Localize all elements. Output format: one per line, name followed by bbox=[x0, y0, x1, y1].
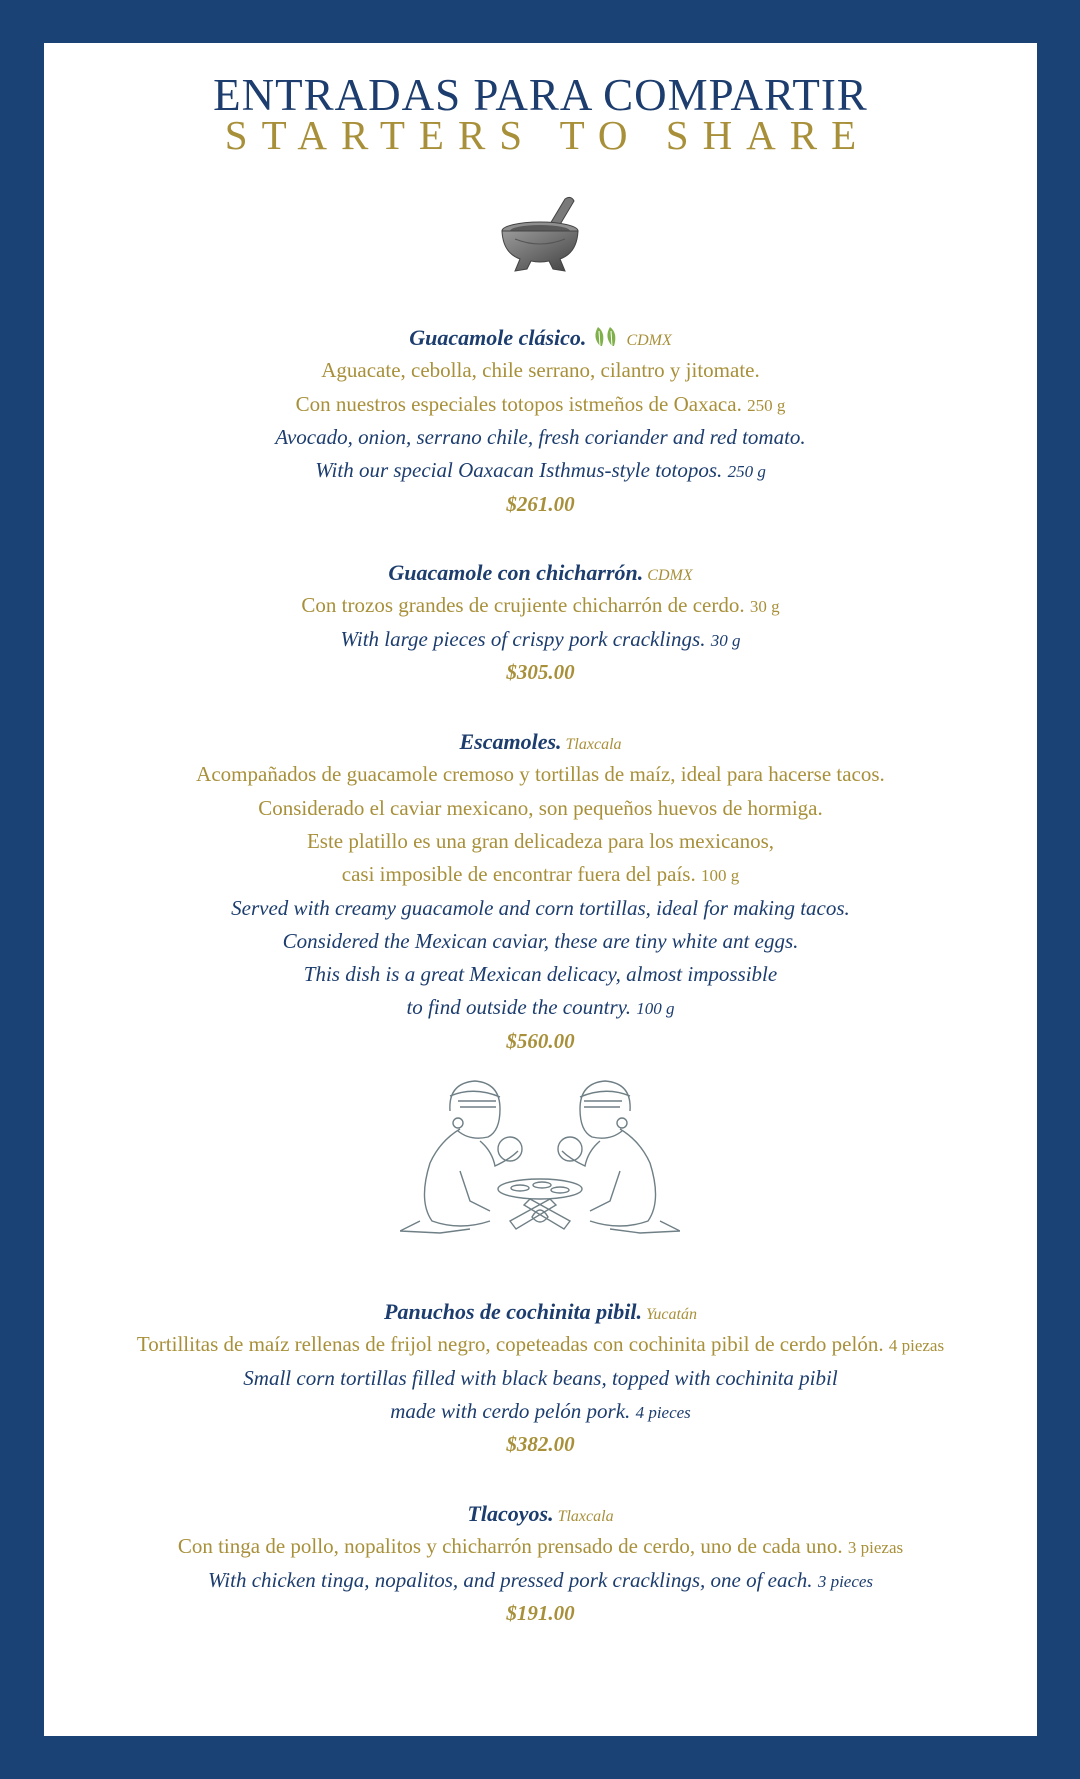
menu-item-price: $191.00 bbox=[506, 1600, 575, 1625]
description-english bbox=[44, 421, 1037, 454]
description-spanish bbox=[44, 825, 1037, 858]
description-english bbox=[44, 623, 1037, 657]
description-english bbox=[44, 991, 1037, 1025]
portion-size: 3 pieces bbox=[817, 1571, 874, 1591]
menu-item-title-line bbox=[44, 321, 1037, 357]
description-text: Considered the Mexican caviar, these are tiny white ant eggs. bbox=[282, 928, 799, 953]
description-spanish bbox=[44, 1328, 1037, 1362]
portion-size: 100 g bbox=[636, 999, 675, 1019]
description-text: casi imposible de encontrar fuera del país. bbox=[341, 862, 696, 887]
menu-item-name: Guacamole clásico. bbox=[409, 325, 587, 350]
menu-item-price-line bbox=[44, 1597, 1037, 1630]
description-text: With large pieces of crispy pork cracklings. bbox=[340, 626, 706, 651]
description-text: Small corn tortillas filled with black beans, topped with cochinita pibil bbox=[243, 1365, 838, 1390]
portion-size: 100 g bbox=[700, 866, 740, 886]
description-text: Served with creamy guacamole and corn tortillas, ideal for making tacos. bbox=[231, 895, 850, 920]
description-text: Tortillitas de maíz rellenas de frijol negro, copeteadas con cochinita pibil de cerdo pelón. bbox=[136, 1332, 884, 1357]
menu-item-name: Panuchos de cochinita pibil. bbox=[384, 1299, 642, 1324]
menu-item-origin: Tlaxcala bbox=[557, 1508, 614, 1525]
description-spanish bbox=[44, 1530, 1037, 1564]
menu-item-price-line bbox=[44, 1025, 1037, 1058]
leaf-icon bbox=[592, 324, 622, 357]
description-english bbox=[44, 925, 1037, 958]
menu-page bbox=[44, 43, 1037, 1736]
description-text: Considerado el caviar mexicano, son pequeños huevos de hormiga. bbox=[258, 795, 823, 820]
menu-item-name: Escamoles. bbox=[459, 729, 562, 754]
portion-size: 4 pieces bbox=[635, 1402, 691, 1422]
description-spanish bbox=[44, 354, 1037, 387]
portion-size: 3 piezas bbox=[847, 1538, 904, 1558]
menu-item-price: $305.00 bbox=[506, 659, 575, 684]
portion-size: 30 g bbox=[710, 630, 741, 650]
description-text: Acompañados de guacamole cremoso y tortillas de maíz, ideal para hacerse tacos. bbox=[196, 762, 885, 787]
menu-item-price-line bbox=[44, 1428, 1037, 1461]
menu-item-origin: CDMX bbox=[647, 567, 693, 584]
description-text: With chicken tinga, nopalitos, and pressed pork cracklings, one of each. bbox=[207, 1567, 813, 1592]
portion-size: 4 piezas bbox=[888, 1336, 945, 1356]
description-english bbox=[44, 1395, 1037, 1429]
menu-item-origin: Tlaxcala bbox=[565, 736, 622, 753]
description-spanish bbox=[44, 792, 1037, 825]
menu-item-title-line bbox=[44, 556, 1037, 592]
menu-item-title-line bbox=[44, 1295, 1037, 1331]
description-english bbox=[44, 958, 1037, 991]
menu-item-name: Guacamole con chicharrón. bbox=[388, 560, 644, 585]
description-text: Con trozos grandes de crujiente chicharrón de cerdo. bbox=[301, 593, 745, 618]
portion-size: 250 g bbox=[727, 462, 766, 482]
description-text: Este platillo es una gran delicadeza para los mexicanos, bbox=[306, 828, 775, 853]
description-spanish bbox=[44, 388, 1037, 422]
menu-item-origin: Yucatán bbox=[645, 1306, 697, 1323]
description-english bbox=[44, 892, 1037, 925]
description-english bbox=[44, 454, 1037, 488]
menu-item-price-line bbox=[44, 656, 1037, 689]
section-title-english: STARTERS TO SHARE bbox=[224, 112, 871, 158]
menu-item-price-line bbox=[44, 488, 1037, 521]
description-text: Aguacate, cebolla, chile serrano, cilantro y jitomate. bbox=[321, 358, 760, 383]
portion-size: 30 g bbox=[749, 597, 780, 617]
description-text: Con tinga de pollo, nopalitos y chicharrón prensado de cerdo, uno de cada uno. bbox=[177, 1534, 843, 1559]
description-english bbox=[44, 1564, 1037, 1598]
description-text: Avocado, onion, serrano chile, fresh coriander and red tomato. bbox=[275, 424, 806, 449]
description-text: to find outside the country. bbox=[406, 995, 632, 1020]
description-spanish bbox=[44, 589, 1037, 623]
description-text: made with cerdo pelón pork. bbox=[390, 1398, 631, 1423]
menu-item-origin: CDMX bbox=[626, 332, 672, 349]
description-english bbox=[44, 1362, 1037, 1395]
menu-item-title-line bbox=[44, 1497, 1037, 1533]
portion-size: 250 g bbox=[747, 395, 786, 415]
section-title-spanish: ENTRADAS PARA COMPARTIR bbox=[213, 70, 868, 120]
description-spanish bbox=[44, 758, 1037, 791]
menu-item-price: $560.00 bbox=[506, 1028, 575, 1053]
description-spanish bbox=[44, 858, 1037, 892]
mayan-figures-illustration bbox=[400, 1071, 680, 1241]
menu-item-price: $261.00 bbox=[506, 491, 575, 516]
menu-item-name: Tlacoyos. bbox=[467, 1501, 554, 1526]
menu-item-price: $382.00 bbox=[506, 1432, 575, 1457]
molcajete-icon bbox=[495, 195, 585, 275]
description-text: Con nuestros especiales totopos istmeños de Oaxaca. bbox=[295, 391, 742, 416]
description-text: With our special Oaxacan Isthmus-style totopos. bbox=[315, 458, 723, 483]
description-text: This dish is a great Mexican delicacy, almost impossible bbox=[303, 962, 778, 987]
menu-item-title-line bbox=[44, 725, 1037, 761]
